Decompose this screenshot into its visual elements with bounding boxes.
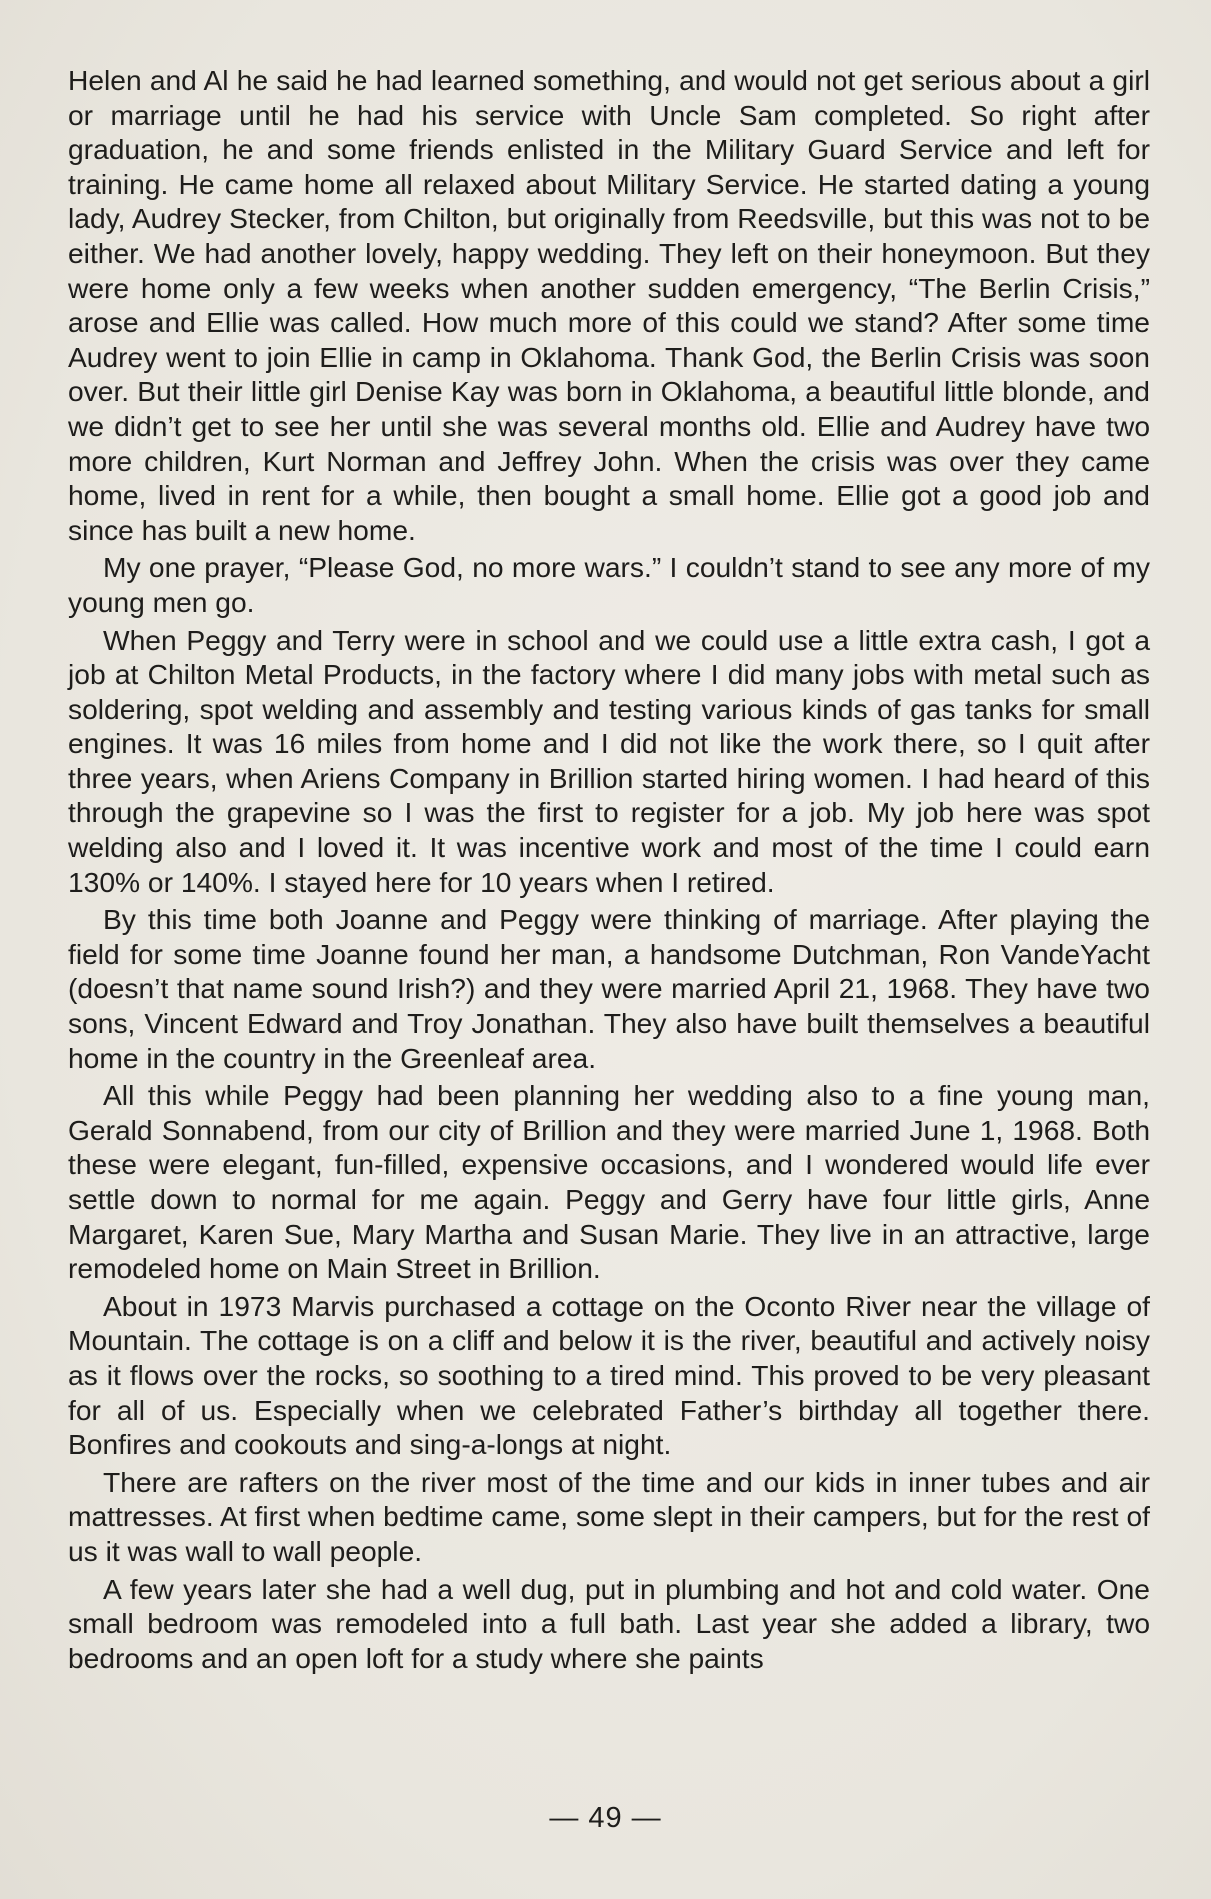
paragraph: By this time both Joanne and Peggy were thinking of marriage. After playing the field for some time Joanne found her man, a handsome Dutchman, Ron VandeYacht (doesn’t that name sound Irish?) and they were married April 21, 1968. They have two sons, Vincent Edward and Troy Jonathan. They also have built themselves a beautiful home in the country in the Greenleaf area.: [68, 903, 1150, 1074]
paragraph: There are rafters on the river most of the time and our kids in inner tubes and air mattresses. At first when bedtime came, some slept in their campers, but for the rest of us it was wall to wall people.: [68, 1465, 1150, 1567]
body-text: [68, 63, 1150, 1678]
paragraph: Helen and Al he said he had learned something, and would not get serious about a girl or marriage until he had his service with Uncle Sam completed. So right after graduation, he and some friends enlisted in the Military Guard Service and left for training. He came home all relaxed about Military Service. He started dating a young lady, Audrey Stecker, from Chilton, but originally from Reedsville, but this was not to be either. We had another lovely, happy wedding. They left on their honeymoon. But they were home only a few weeks when another sudden emergency, “The Berlin Crisis,” arose and Ellie was called. How much more of this could we stand? After some time Audrey went to join Ellie in camp in Oklahoma. Thank God, the Berlin Crisis was soon over. But their little girl Denise Kay was born in Oklahoma, a beautiful little blonde, and we didn’t get to see her until she was several months old. Ellie and Audrey have two more children, Kurt Norman and Jeffrey John. When the crisis was over they came home, lived in rent for a while, then bought a small home. Ellie got a good job and since has built a new home.: [68, 64, 1150, 546]
paragraph: My one prayer, “Please God, no more wars.” I couldn’t stand to see any more of my young men go.: [68, 551, 1150, 618]
paragraph: A few years later she had a well dug, put in plumbing and hot and cold water. One small bedroom was remodeled into a full bath. Last year she added a library, two bedrooms and an open loft for a study where she paints: [68, 1572, 1150, 1674]
paragraph: When Peggy and Terry were in school and we could use a little extra cash, I got a job at Chilton Metal Products, in the factory where I did many jobs with metal such as soldering, spot welding and assembly and testing various kinds of gas tanks for small engines. It was 16 miles from home and I did not like the work there, so I quit after three years, when Ariens Company in Brillion started hiring women. I had heard of this through the grapevine so I was the first to register for a job. My job here was spot welding also and I loved it. It was incentive work and most of the time I could earn 130% or 140%. I stayed here for 10 years when I retired.: [68, 623, 1150, 898]
paragraph: About in 1973 Marvis purchased a cottage on the Oconto River near the village of Mountain. The cottage is on a cliff and below it is the river, beautiful and actively noisy as it flows over the rocks, so soothing to a tired mind. This proved to be very pleasant for all of us. Especially when we celebrated Father’s birthday all together there. Bonfires and cookouts and sing-a-longs at night.: [68, 1289, 1150, 1461]
page-number: — 49 —: [549, 1802, 662, 1834]
paragraph: All this while Peggy had been planning her wedding also to a fine young man, Gerald Sonnabend, from our city of Brillion and they were married June 1, 1968. Both these were elegant, fun-filled, expensive occasions, and I wondered would life ever settle down to normal for me again. Peggy and Gerry have four little girls, Anne Margaret, Karen Sue, Mary Martha and Susan Marie. They live in an attractive, large remodeled home on Main Street in Brillion.: [68, 1079, 1150, 1285]
